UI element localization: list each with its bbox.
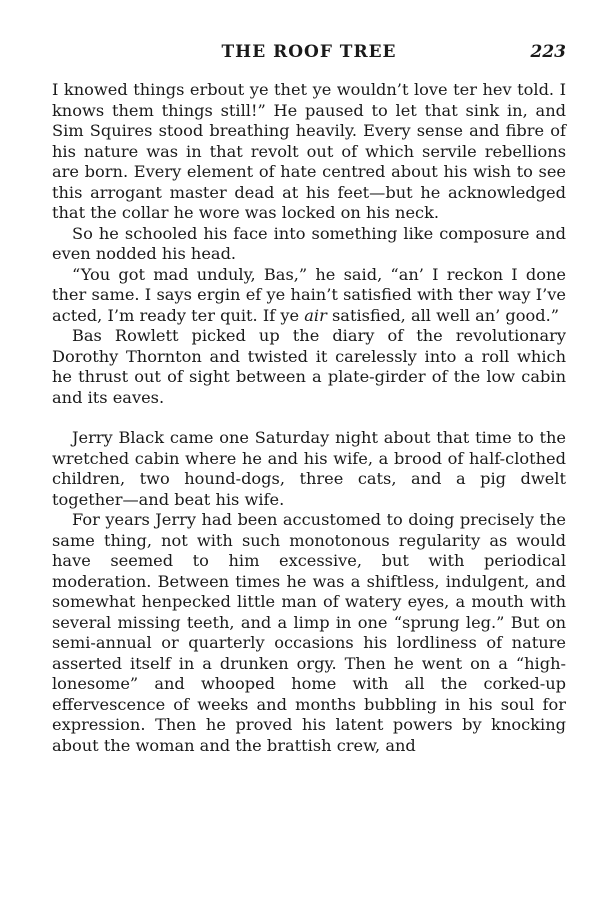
running-title: THE ROOF TREE — [221, 42, 397, 62]
paragraph-text: satisfied, all well an’ good.” — [332, 305, 560, 325]
paragraph-text: “You got mad unduly, Bas,” he said, “an’ I reckon I done ther same. I says ergin ef ye hain’t satisfied with ther way I’ve acted, I’m ready ter quit. If ye — [52, 264, 566, 325]
paragraph: For years Jerry had been accustomed to doing precisely the same thing, not with such monotonous regularity as would have seemed to him excessive, but with periodical moderation. Between times he was a shiftless, indulgent, and somewhat henpecked little man of watery eyes, a mouth with several missing teeth, and a limp in one “sprung leg.” But on semi-annual or quarterly occasions his lordliness of nature asserted itself in a drunken orgy. Then he went on a “high-lonesome” and whooped home with all the corked-up effervescence of weeks and months bubbling in his soul for expression. Then he proved his latent powers by knocking about the woman and the brattish crew, and — [52, 510, 566, 755]
paragraph: So he schooled his face into something like composure and even nodded his head. — [52, 223, 566, 263]
section-break — [52, 408, 566, 428]
book-page — [52, 42, 566, 756]
paragraph: Jerry Black came one Saturday night about that time to the wretched cabin where he and his wife, a brood of half-clothed children, two hound-dogs, three cats, and a pig dwelt together—and beat his wife. — [52, 428, 566, 509]
running-header — [52, 42, 566, 68]
paragraph: I knowed things erbout ye thet ye wouldn’t love ter hev told. I knows them things still!” He paused to let that sink in, and Sim Squires stood breathing heavily. Every sense and fibre of his nature was in that revolt out of which servile rebellions are born. Every element of hate centred about his wish to see this arrogant master dead at his feet—but he acknowledged that the collar he wore was locked on his neck. — [52, 80, 566, 222]
page-number: 223 — [530, 42, 566, 62]
paragraph — [52, 265, 566, 327]
emphasis-text: air — [304, 305, 327, 325]
paragraph: Bas Rowlett picked up the diary of the revolutionary Dorothy Thornton and twisted it carelessly into a roll which he thrust out of sight between a plate-girder of the low cabin and its eaves. — [52, 326, 566, 407]
